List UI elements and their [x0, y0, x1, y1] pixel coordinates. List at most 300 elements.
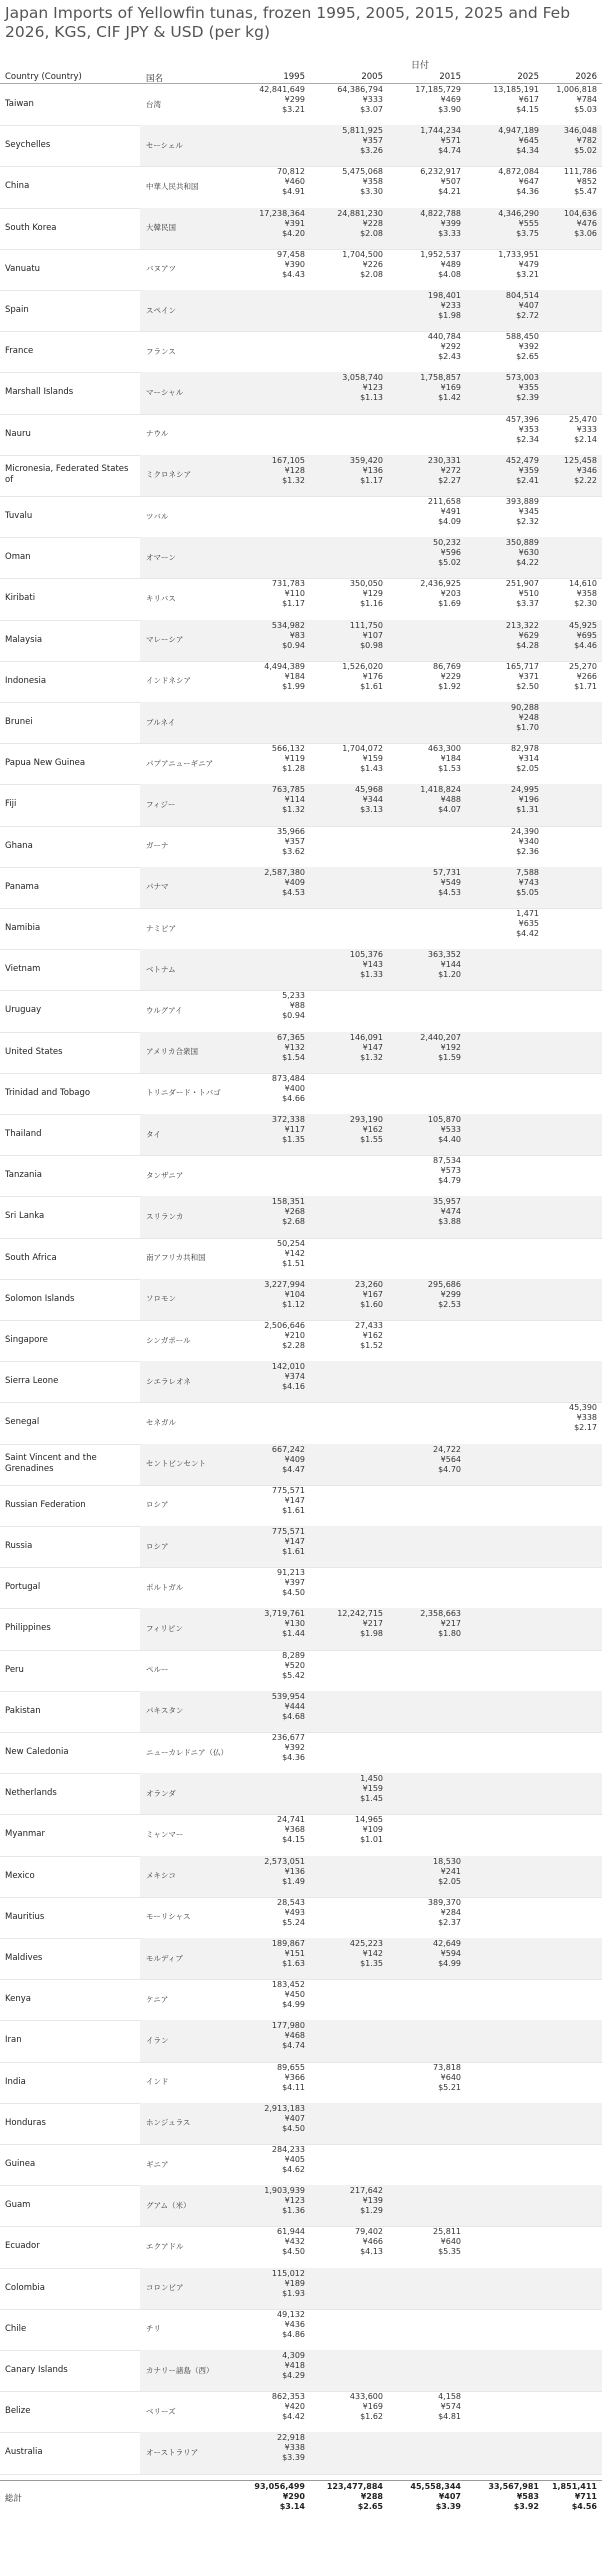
table-row [0, 661, 602, 703]
table-row [0, 2185, 602, 2227]
country-name-en: Trinidad and Tobago [5, 1087, 91, 1098]
cell-usd-per-kg: $1.16 [360, 599, 383, 609]
cell-2005 [317, 2227, 383, 2257]
country-name-en: Chile [5, 2323, 27, 2334]
cell-jpy-per-kg: ¥355 [518, 383, 539, 393]
cell-kgs: 123,477,884 [326, 2481, 383, 2491]
cell-kgs: 111,786 [563, 167, 597, 177]
cell-usd-per-kg: $1.42 [438, 393, 461, 403]
cell-kgs: 4,309 [282, 2351, 305, 2360]
cell-2015 [395, 538, 461, 568]
cell-2015 [395, 1280, 461, 1310]
country-name-ja: ポルトガル [146, 1582, 184, 1592]
country-name-ja: ウルグアイ [146, 1005, 183, 1015]
cell-kgs: 4,872,084 [498, 167, 539, 177]
cell-2025 [473, 538, 539, 568]
cell-2015 [395, 868, 461, 898]
cell-2025 [473, 497, 539, 527]
cell-usd-per-kg: $2.37 [438, 1917, 461, 1927]
cell-2026 [531, 415, 597, 445]
cell-kgs: 566,132 [271, 744, 305, 754]
cell-jpy-per-kg: ¥226 [362, 259, 383, 269]
cell-2005 [317, 662, 383, 692]
cell-kgs: 363,352 [427, 950, 461, 960]
cell-1995 [239, 1692, 305, 1722]
country-name-ja: ケニア [146, 1994, 169, 2004]
cell-2025 [473, 703, 539, 733]
cell-1995 [239, 1445, 305, 1475]
cell-usd-per-kg: $4.50 [282, 2123, 305, 2133]
cell-kgs: 93,056,499 [254, 2481, 305, 2491]
cell-kgs: 1,903,939 [264, 2186, 305, 2196]
country-name-en: Marshall Islands [5, 387, 74, 398]
cell-2025 [473, 291, 539, 321]
cell-kgs: 24,722 [433, 1444, 461, 1454]
cell-2005 [317, 373, 383, 403]
table-row [0, 949, 602, 991]
cell-usd-per-kg: $0.94 [282, 1011, 305, 1021]
country-name-ja: ブルネイ [146, 717, 176, 727]
cell-usd-per-kg: $5.47 [574, 187, 597, 197]
cell-usd-per-kg: $1.35 [360, 1959, 383, 1968]
cell-kgs: 17,238,364 [259, 208, 305, 218]
table-row [0, 1361, 602, 1403]
cell-usd-per-kg: $4.74 [282, 2041, 305, 2051]
cell-jpy-per-kg: ¥635 [518, 919, 539, 928]
cell-1995 [239, 744, 305, 774]
table-row [0, 1691, 602, 1733]
cell-usd-per-kg: $3.06 [574, 228, 597, 238]
country-name-ja: セネガル [146, 1417, 176, 1427]
header-country-ja: 国名 [146, 74, 164, 84]
cell-jpy-per-kg: ¥474 [440, 1207, 461, 1217]
cell-usd-per-kg: $4.28 [516, 640, 539, 650]
cell-jpy-per-kg: ¥288 [360, 2491, 383, 2501]
country-name-en: Micronesia, Federated States of [5, 464, 129, 486]
cell-2025 [473, 209, 539, 239]
cell-kgs: 7,588 [516, 867, 539, 877]
cell-jpy-per-kg: ¥117 [284, 1125, 305, 1134]
country-name-ja: スペイン [146, 305, 176, 315]
cell-usd-per-kg: $1.29 [360, 2206, 383, 2216]
cell-jpy-per-kg: ¥340 [518, 836, 539, 846]
cell-1995 [239, 1486, 305, 1516]
cell-jpy-per-kg: ¥151 [284, 1949, 305, 1958]
cell-1995 [239, 1898, 305, 1928]
cell-kgs: 14,610 [569, 579, 597, 589]
country-name-en: Nauru [5, 428, 31, 439]
cell-jpy-per-kg: ¥357 [284, 836, 305, 846]
cell-2015 [395, 1197, 461, 1227]
country-name-en: United States [5, 1046, 63, 1057]
cell-kgs: 4,822,788 [420, 208, 461, 218]
cell-jpy-per-kg: ¥782 [576, 136, 597, 146]
cell-kgs: 295,686 [427, 1279, 461, 1289]
cell-2005 [317, 1115, 383, 1145]
cell-jpy-per-kg: ¥217 [362, 1619, 383, 1629]
cell-jpy-per-kg: ¥533 [440, 1125, 461, 1134]
cell-kgs: 45,925 [569, 620, 597, 630]
country-name-en: Kiribati [5, 593, 36, 604]
cell-2025 [473, 785, 539, 815]
cell-jpy-per-kg: ¥574 [440, 2402, 461, 2412]
cell-2005 [317, 621, 383, 651]
cell-jpy-per-kg: ¥345 [518, 507, 539, 516]
cell-kgs: 45,558,344 [410, 2481, 461, 2491]
table-row [0, 908, 602, 950]
page-title: Japan Imports of Yellowfin tunas, frozen 1995, 2005, 2015, 2025 and Feb 2026, KGS, CIF JPY & USD (per kg) [5, 4, 571, 41]
cell-kgs: 372,338 [271, 1115, 305, 1124]
cell-usd-per-kg: $3.33 [438, 228, 461, 238]
cell-kgs: 183,452 [271, 1980, 305, 1990]
cell-jpy-per-kg: ¥144 [440, 960, 461, 970]
cell-usd-per-kg: $1.71 [574, 681, 597, 691]
cell-2015 [395, 1115, 461, 1145]
cell-2005 [317, 209, 383, 239]
cell-usd-per-kg: $5.02 [438, 558, 461, 568]
country-name-en: Guinea [5, 2159, 36, 2170]
table-row [0, 2144, 602, 2186]
cell-jpy-per-kg: ¥353 [518, 424, 539, 434]
country-name-en: India [5, 2076, 26, 2087]
cell-1995 [239, 785, 305, 815]
cell-kgs: 1,744,234 [420, 126, 461, 136]
country-name-ja: セーシェル [146, 140, 183, 150]
country-name-ja: ベトナム [146, 964, 176, 974]
cell-jpy-per-kg: ¥852 [576, 177, 597, 187]
country-name-en: Mexico [5, 1870, 35, 1881]
header-year-2015: 2015 [439, 72, 461, 82]
country-name-en: Netherlands [5, 1788, 57, 1799]
cell-2005 [317, 2482, 383, 2512]
cell-usd-per-kg: $2.17 [574, 1423, 597, 1433]
cell-kgs: 4,947,189 [498, 126, 539, 136]
cell-jpy-per-kg: ¥564 [440, 1454, 461, 1464]
cell-2015 [395, 85, 461, 115]
cell-2005 [317, 1033, 383, 1063]
cell-usd-per-kg: $1.61 [282, 1547, 305, 1556]
cell-kgs: 67,365 [277, 1032, 305, 1042]
cell-kgs: 70,812 [277, 167, 305, 177]
cell-jpy-per-kg: ¥493 [284, 1907, 305, 1917]
cell-usd-per-kg: $4.70 [438, 1464, 461, 1474]
cell-kgs: 146,091 [349, 1032, 383, 1042]
cell-kgs: 22,918 [277, 2433, 305, 2443]
table-row [0, 784, 602, 826]
cell-usd-per-kg: $3.07 [360, 105, 383, 114]
cell-kgs: 2,436,925 [420, 579, 461, 589]
country-name-ja: トリニダード・トバゴ [146, 1088, 221, 1098]
cell-1995 [239, 209, 305, 239]
cell-1995 [239, 1939, 305, 1969]
table-row [0, 1238, 602, 1280]
cell-jpy-per-kg: ¥407 [438, 2491, 461, 2501]
cell-usd-per-kg: $5.21 [438, 2082, 461, 2092]
cell-2025 [473, 2482, 539, 2512]
cell-jpy-per-kg: ¥290 [282, 2491, 305, 2501]
cell-kgs: 873,484 [271, 1073, 305, 1083]
country-name-en: Sierra Leone [5, 1376, 59, 1387]
country-name-en: Canary Islands [5, 2365, 68, 2376]
cell-2015 [395, 2392, 461, 2422]
cell-jpy-per-kg: ¥510 [518, 589, 539, 599]
cell-usd-per-kg: $4.21 [438, 187, 461, 197]
cell-jpy-per-kg: ¥507 [440, 177, 461, 187]
country-name-ja: フランス [146, 346, 176, 356]
country-name-ja: ホンジュラス [146, 2118, 191, 2128]
cell-kgs: 158,351 [271, 1197, 305, 1207]
country-name-ja: モルディブ [146, 1953, 183, 1963]
country-name-en: Seychelles [5, 140, 51, 151]
table-row [0, 1155, 602, 1197]
cell-jpy-per-kg: ¥139 [362, 2196, 383, 2206]
cell-2026 [531, 126, 597, 156]
country-name-ja: ツバル [146, 511, 169, 521]
country-name-ja: モーリシャス [146, 1912, 191, 1922]
cell-2005 [317, 950, 383, 980]
cell-kgs: 393,889 [505, 497, 539, 506]
country-name-ja: メキシコ [146, 1871, 176, 1881]
cell-usd-per-kg: $4.68 [282, 1711, 305, 1721]
cell-kgs: 1,952,537 [420, 249, 461, 259]
cell-jpy-per-kg: ¥390 [284, 259, 305, 269]
cell-kgs: 24,881,230 [337, 208, 383, 218]
cell-kgs: 24,390 [511, 826, 539, 836]
cell-2015 [395, 1445, 461, 1475]
cell-jpy-per-kg: ¥338 [284, 2443, 305, 2453]
cell-kgs: 142,010 [271, 1362, 305, 1372]
cell-jpy-per-kg: ¥192 [440, 1042, 461, 1052]
cell-kgs: 165,717 [505, 661, 539, 671]
cell-jpy-per-kg: ¥743 [518, 877, 539, 887]
table-row [0, 1073, 602, 1115]
cell-jpy-per-kg: ¥784 [576, 95, 597, 104]
cell-jpy-per-kg: ¥549 [440, 877, 461, 887]
cell-kgs: 1,704,500 [342, 249, 383, 259]
cell-jpy-per-kg: ¥596 [440, 548, 461, 558]
country-name-en: Vietnam [5, 964, 41, 975]
cell-jpy-per-kg: ¥489 [440, 259, 461, 269]
country-name-ja: 南アフリカ共和国 [146, 1253, 206, 1263]
table-row [0, 1897, 602, 1939]
cell-2025 [473, 909, 539, 939]
table-row [0, 1526, 602, 1568]
cell-kgs: 198,401 [427, 291, 461, 300]
cell-usd-per-kg: $3.13 [360, 805, 383, 815]
cell-kgs: 440,784 [427, 332, 461, 342]
cell-usd-per-kg: $1.99 [282, 681, 305, 691]
country-name-en: Ecuador [5, 2241, 40, 2252]
cell-usd-per-kg: $0.98 [360, 640, 383, 650]
country-name-ja: ミクロネシア [146, 470, 191, 480]
cell-usd-per-kg: $3.37 [516, 599, 539, 609]
cell-1995 [239, 1033, 305, 1063]
table-row [0, 331, 602, 373]
header-year-2026: 2026 [575, 72, 597, 82]
country-name-en: Belize [5, 2406, 31, 2417]
cell-usd-per-kg: $4.66 [282, 1093, 305, 1103]
cell-kgs: 4,494,389 [264, 661, 305, 671]
cell-jpy-per-kg: ¥368 [284, 1825, 305, 1835]
country-name-ja: フィジー [146, 799, 176, 809]
cell-2026 [531, 579, 597, 609]
cell-jpy-per-kg: ¥555 [518, 218, 539, 228]
cell-kgs: 3,058,740 [342, 373, 383, 383]
cell-kgs: 105,870 [427, 1115, 461, 1124]
country-name-en: Pakistan [5, 1705, 41, 1716]
cell-jpy-per-kg: ¥366 [284, 2072, 305, 2082]
cell-kgs: 2,587,380 [264, 867, 305, 877]
cell-kgs: 359,420 [349, 455, 383, 465]
country-name-en: Oman [5, 552, 31, 563]
country-name-en: Ghana [5, 840, 33, 851]
cell-usd-per-kg: $4.40 [438, 1135, 461, 1144]
cell-usd-per-kg: $2.65 [357, 2501, 383, 2511]
cell-kgs: 2,506,646 [264, 1321, 305, 1330]
cell-2015 [395, 126, 461, 156]
cell-kgs: 452,479 [505, 455, 539, 465]
table-row [0, 1485, 602, 1527]
country-name-ja: ペルー [146, 1665, 169, 1675]
cell-usd-per-kg: $1.92 [438, 681, 461, 691]
cell-2025 [473, 250, 539, 280]
country-name-en: Iran [5, 2035, 22, 2046]
cell-usd-per-kg: $2.08 [360, 228, 383, 238]
cell-jpy-per-kg: ¥159 [362, 1784, 383, 1794]
country-name-en: Russia [5, 1541, 33, 1552]
cell-2005 [317, 126, 383, 156]
country-name-ja: タイ [146, 1129, 161, 1139]
cell-usd-per-kg: $3.26 [360, 146, 383, 156]
cell-usd-per-kg: $1.80 [438, 1629, 461, 1639]
cell-jpy-per-kg: ¥338 [576, 1413, 597, 1423]
cell-kgs: 42,649 [433, 1939, 461, 1948]
cell-jpy-per-kg: ¥83 [289, 630, 305, 640]
cell-kgs: 775,571 [271, 1485, 305, 1495]
country-name-ja: グアム（米） [146, 2200, 191, 2210]
cell-kgs: 45,390 [569, 1403, 597, 1413]
cell-2015 [395, 950, 461, 980]
table-row [0, 208, 602, 250]
table-row [0, 990, 602, 1032]
country-name-en: Vanuatu [5, 263, 41, 274]
cell-1995 [239, 2021, 305, 2051]
cell-usd-per-kg: $4.53 [438, 887, 461, 897]
cell-kgs: 667,242 [271, 1444, 305, 1454]
cell-usd-per-kg: $4.81 [438, 2412, 461, 2422]
cell-2005 [317, 167, 383, 197]
cell-kgs: 35,957 [433, 1197, 461, 1207]
cell-usd-per-kg: $2.39 [516, 393, 539, 403]
cell-jpy-per-kg: ¥711 [574, 2491, 597, 2501]
cell-jpy-per-kg: ¥130 [284, 1619, 305, 1629]
cell-kgs: 111,750 [349, 620, 383, 630]
country-name-en: Indonesia [5, 675, 47, 686]
country-name-en: 総計 [5, 2493, 23, 2504]
cell-kgs: 211,658 [427, 497, 461, 506]
cell-kgs: 213,322 [505, 620, 539, 630]
cell-jpy-per-kg: ¥420 [284, 2402, 305, 2412]
cell-2005 [317, 1609, 383, 1639]
cell-jpy-per-kg: ¥695 [576, 630, 597, 640]
cell-2025 [473, 744, 539, 774]
cell-usd-per-kg: $1.60 [360, 1299, 383, 1309]
cell-jpy-per-kg: ¥114 [284, 795, 305, 805]
country-name-en: Namibia [5, 923, 41, 934]
cell-usd-per-kg: $4.74 [438, 146, 461, 156]
country-name-en: Brunei [5, 717, 33, 728]
country-name-en: France [5, 346, 34, 357]
cell-kgs: 125,458 [563, 455, 597, 465]
cell-usd-per-kg: $4.20 [282, 228, 305, 238]
cell-usd-per-kg: $4.86 [282, 2329, 305, 2339]
cell-kgs: 64,386,794 [337, 85, 383, 94]
cell-jpy-per-kg: ¥299 [440, 1289, 461, 1299]
cell-usd-per-kg: $1.45 [360, 1794, 383, 1804]
country-name-ja: エクアドル [146, 2241, 184, 2251]
cell-usd-per-kg: $4.13 [360, 2247, 383, 2257]
cell-usd-per-kg: $2.53 [438, 1299, 461, 1309]
country-name-ja: 台湾 [146, 99, 161, 109]
cell-usd-per-kg: $1.20 [438, 970, 461, 980]
cell-usd-per-kg: $1.51 [282, 1258, 305, 1268]
cell-2025 [473, 579, 539, 609]
cell-kgs: 115,012 [271, 2268, 305, 2278]
cell-jpy-per-kg: ¥284 [440, 1907, 461, 1917]
cell-2025 [473, 332, 539, 362]
cell-kgs: 35,966 [277, 826, 305, 836]
cell-jpy-per-kg: ¥640 [440, 2072, 461, 2082]
cell-usd-per-kg: $1.32 [360, 1052, 383, 1062]
cell-kgs: 1,471 [516, 909, 539, 918]
cell-usd-per-kg: $3.92 [513, 2501, 539, 2511]
country-name-en: Thailand [5, 1129, 42, 1140]
cell-2015 [395, 2482, 461, 2512]
cell-jpy-per-kg: ¥176 [362, 671, 383, 681]
cell-jpy-per-kg: ¥169 [362, 2402, 383, 2412]
cell-kgs: 45,968 [355, 785, 383, 795]
cell-usd-per-kg: $4.36 [516, 187, 539, 197]
country-name-ja: マレーシア [146, 635, 184, 645]
table-row [0, 125, 602, 167]
cell-kgs: 2,358,663 [420, 1609, 461, 1619]
cell-2026 [531, 662, 597, 692]
cell-jpy-per-kg: ¥142 [362, 1949, 383, 1958]
cell-usd-per-kg: $1.70 [516, 723, 539, 732]
cell-2005 [317, 1774, 383, 1804]
cell-2015 [395, 785, 461, 815]
country-name-en: Peru [5, 1664, 24, 1675]
cell-1995 [239, 1115, 305, 1145]
table-row [0, 2268, 602, 2310]
table-row [0, 1650, 602, 1692]
cell-usd-per-kg: $4.43 [282, 269, 305, 279]
country-name-en: Kenya [5, 1994, 32, 2005]
cell-2025 [473, 167, 539, 197]
cell-kgs: 4,346,290 [498, 208, 539, 218]
cell-kgs: 230,331 [427, 455, 461, 465]
table-row [0, 702, 602, 744]
table-row [0, 1814, 602, 1856]
cell-jpy-per-kg: ¥129 [362, 589, 383, 599]
cell-usd-per-kg: $3.30 [360, 187, 383, 197]
cell-kgs: 539,954 [271, 1691, 305, 1701]
cell-usd-per-kg: $2.27 [438, 475, 461, 485]
cell-1995 [239, 2310, 305, 2340]
cell-usd-per-kg: $1.93 [282, 2288, 305, 2298]
country-name-en: South Korea [5, 222, 57, 233]
cell-kgs: 14,965 [355, 1815, 383, 1825]
